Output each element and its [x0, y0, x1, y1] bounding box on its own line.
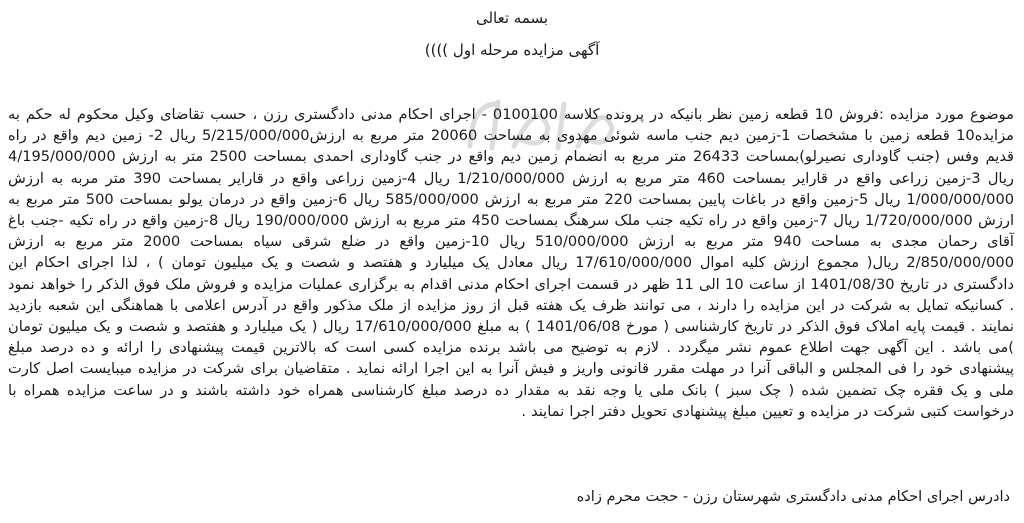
signature-line: دادرس اجرای احکام مدنی دادگستری شهرستان رزن - حجت محرم زاده — [576, 488, 1010, 505]
bismillah-heading: بسمه تعالی — [475, 9, 549, 27]
notice-title: آگهی مزایده مرحله اول )))) — [424, 41, 600, 59]
notice-body-paragraph: موضوع مورد مزایده :فروش 10 قطعه زمین نظر بانیکه در پرونده کلاسه 0100100 - اجرای احکام مدنی دادگستری رزن ، حسب تقاضای وکیل محکوم له حکم به مزایده10 قطعه زمین با مشخصات 1-زمین دیم جنب ماسه شوئی مهدوی به مساحت 20060 متر مربع به ارزش5/215/000/000 ریال 2- زمین دیم واقع در راه قدیم وفس (جنب گاوداری نصیرلو)بمساحت 26433 متر مربع به انضمام زمین دیم واقع در جنب گاوداری احمدی بمساحت 2500 متر به ارزش 4/195/000/000 ریال 3-زمین زراعی واقع در قارایر بمساحت 460 متر مربع به ارزش 1/210/000/000 ریال 4-زمین زراعی واقع در قارایر بمساحت 390 متر مربه به ارزش 1/000/000/000 ریال 5-زمین واقع در باغات پایین بمساحت 220 متر مربع به ارزش 585/000/000 ریال 6-زمین واقع در درمان یولو بمساحت 500 متر مربع به ارزش 1/720/000/000 ریال 7-زمین واقع در راه تکیه جنب ملک سرهنگ بمساحت 450 متر مربع به ارزش 190/000/000 ریال 8-زمین واقع در راه تکیه -جنب باغ آقای رحمان مجدی به مساحت 940 متر مربع به ارزش 510/000/000 ریال 10-زمین واقع در ضلع شرقی سیاه بمساحت 2000 متر مربع به ارزش 2/850/000/000 ریال( مجموع ارزش کلیه اموال 17/610/000/000 ریال معادل یک میلیارد و هفتصد و شصت و یک میلیون تومان ) ، لذا اجرای احکام این دادگستری در تاریخ 1401/08/30 از ساعت 10 الی 11 ظهر در قسمت اجرای احکام مدنی اقدام به برگزاری عملیات مزایده و فروش ملک فوق الذکر را خواهد نمود . کسانیکه تمایل به شرکت در این مزایده را دارند ، می توانند ظرف یک هفته قبل از روز مزایده از ملک مذکور واقع در آدرس اعلامی با هماهنگی این شعبه بازدید نمایند . قیمت پایه املاک فوق الذکر در تاریخ کارشناسی ( مورخ 1401/06/08 ) به مبلغ 17/610/000/000 ریال ( یک میلیارد و هفتصد و شصت و یک میلیون تومان )می باشد . این آگهی جهت اطلاع عموم نشر میگردد . لازم به توضیح می باشد برنده مزایده کسی است که بالاترین قیمت پیشنهادی را ارائه و ده درصد مبلغ پیشنهادی خود را فی المجلس و الباقی آنرا در مهلت مقرر قانونی واریز و فیش آنرا به این اجرا ارائه نماید . متقاضیان برای شرکت در مزایده میبایست اصل کارت ملی و یک فقره چک تضمین شده ( چک سبز ) بانک ملی یا وجه نقد به مقدار ده درصد مبلغ کارشناسی همراه خود داشته باشند و در ساعت مزایده همراه با درخواست کتبی شرکت در مزایده و تعیین مبلغ پیشنهادی تحویل دفتر اجرا نمایند . — [8, 106, 1015, 420]
